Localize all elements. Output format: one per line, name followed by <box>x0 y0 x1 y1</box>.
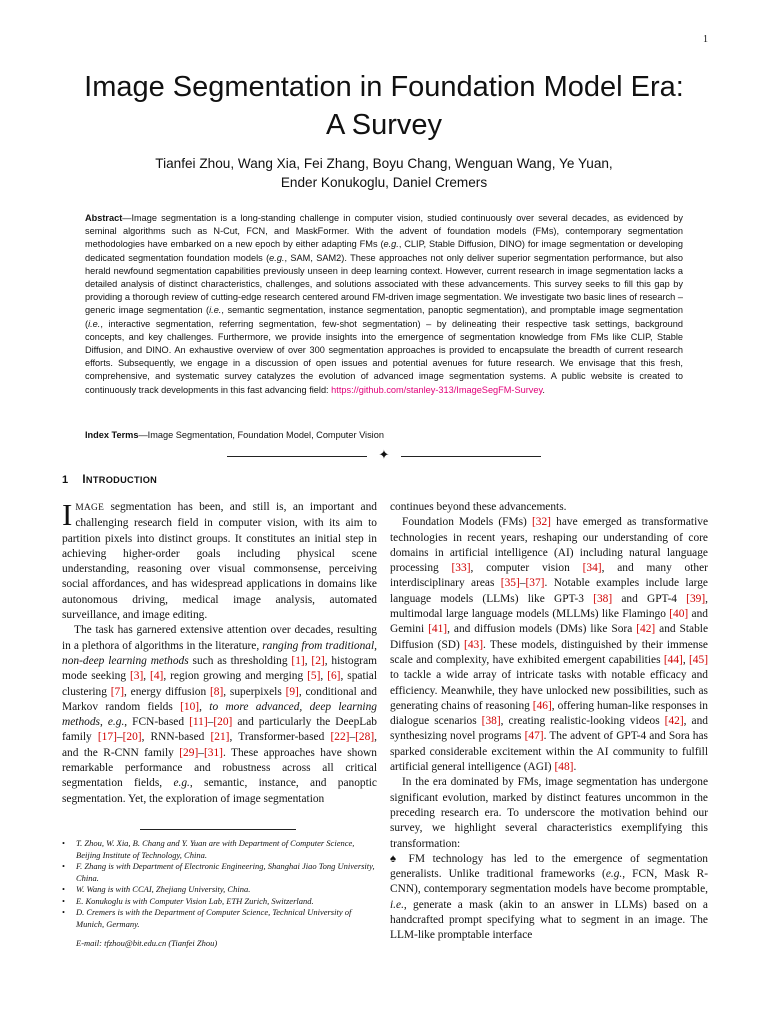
citation-link[interactable]: [17] <box>97 731 117 744</box>
citation-link[interactable]: [38] <box>593 592 613 605</box>
citation-link[interactable]: [45] <box>689 653 708 666</box>
citation-link[interactable]: [22] <box>330 731 350 744</box>
citation-link[interactable]: [3] <box>129 670 144 683</box>
citation-link[interactable]: [2] <box>311 654 325 667</box>
footnote-rule <box>140 829 296 830</box>
author-line-2: Ender Konukoglu, Daniel Cremers <box>280 175 488 190</box>
affiliation-item: • D. Cremers is with the Department of Computer Science, Technical University of Munich, Germany. <box>62 907 377 930</box>
project-website-link[interactable]: https://github.com/stanley-313/ImageSegFM-Survey <box>331 384 543 395</box>
right-paragraph-fm-era: In the era dominated by FMs, image segmentation has undergone significant evolution, marked by distinct features uncommon in the preceding research era. To underscore the motivation behind our survey, we highlight several characteristics exemplifying this transformation: <box>390 776 708 850</box>
author-list <box>60 154 708 192</box>
citation-link[interactable]: [28] <box>355 731 375 744</box>
spade-icon: ♠ <box>390 852 401 865</box>
citation-link[interactable]: [43] <box>464 638 484 651</box>
contact-email: E-mail: tfzhou@bit.edu.cn (Tianfei Zhou) <box>76 938 218 948</box>
paper-title <box>50 68 718 144</box>
dropcap: I <box>62 497 73 532</box>
affiliation-footnotes <box>62 838 377 950</box>
affiliation-item: • F. Zhang is with Department of Electronic Engineering, Shanghai Jiao Tong University, China. <box>62 861 377 884</box>
title-line-2: A Survey <box>325 109 443 141</box>
intro-paragraph-1: IMAGE segmentation has been, and still is, an important and challenging research field in computer vision, with its aim to partition pixels into distinct groups. It constitutes an initial step in achieving higher-order goals including physical scene understanding, reasoning over visual commonsense, perceiving social affordances, and has widespread applications in domains like autonomous driving, medical image analysis, automated surveillance, and image editing. <box>62 497 377 622</box>
citation-link[interactable]: [44] <box>663 653 683 666</box>
citation-link[interactable]: [29] <box>179 746 199 759</box>
citation-link[interactable]: [40] <box>669 608 689 621</box>
citation-link[interactable]: [6] <box>327 670 341 683</box>
citation-link[interactable]: [8] <box>209 685 224 698</box>
index-terms-text: Image Segmentation, Foundation Model, Computer Vision <box>147 430 384 440</box>
citation-link[interactable]: [47] <box>524 730 544 743</box>
citation-link[interactable]: [39] <box>686 592 706 605</box>
author-line-1: Tianfei Zhou, Wang Xia, Fei Zhang, Boyu Chang, Wenguan Wang, Ye Yuan, <box>155 156 613 171</box>
citation-link[interactable]: [42] <box>636 623 656 636</box>
left-column <box>62 497 377 807</box>
divider-line-right <box>401 456 541 457</box>
citation-link[interactable]: [48] <box>554 761 574 774</box>
citation-link[interactable]: [21] <box>210 731 230 744</box>
citation-link[interactable]: [32] <box>532 516 551 529</box>
citation-link[interactable]: [42] <box>664 715 684 728</box>
divider-star-icon: ✦ <box>378 448 390 463</box>
citation-link[interactable]: [33] <box>451 562 471 575</box>
citation-link[interactable]: [38] <box>481 715 501 728</box>
citation-link[interactable]: [11] <box>189 716 208 729</box>
title-line-1: Image Segmentation in Foundation Model Era: <box>84 71 684 103</box>
affiliation-item: • W. Wang is with CCAI, Zhejiang University, China. <box>62 884 377 896</box>
citation-link[interactable]: [5] <box>307 670 321 683</box>
citation-link[interactable]: [1] <box>291 654 305 667</box>
index-terms-label: Index Terms <box>85 430 139 440</box>
right-column <box>390 500 708 944</box>
divider-line-left <box>227 456 367 457</box>
citation-link[interactable]: [46] <box>532 699 552 712</box>
section-number: 1 <box>62 474 69 486</box>
affiliation-item: • T. Zhou, W. Xia, B. Chang and Y. Yuan are with Department of Computer Science, Beijing Institute of Technology, China. <box>62 838 377 861</box>
page-number: 1 <box>703 34 708 45</box>
citation-link[interactable]: [20] <box>213 716 233 729</box>
citation-link[interactable]: [41] <box>428 623 448 636</box>
citation-link[interactable]: [37] <box>525 577 545 590</box>
intro-paragraph-2: The task has garnered extensive attention over decades, resulting in a plethora of algorithms in the literature, ranging from traditional, non-deep learning methods such as thresholding [1], [2], histogram mode seeking [3], [4], region growing and merging [5], [6], spatial clustering [7], energy diffusion [8], superpixels [9], conditional and Markov random fields [10], to more advanced, deep learning methods, e.g., FCN-based [11]–[20] and particularly the DeepLab family [17]–[20], RNN-based [21], Transformer-based [22]–[28], and the R-CNN family [29]–[31]. These approaches have shown remarkable performance and robustness across all critical segmentation fields, e.g., semantic, instance, and panoptic segmentation. Yet, the exploration of image segmentation <box>62 624 377 805</box>
section-heading-introduction: 1 INTRODUCTION <box>62 474 158 486</box>
citation-link[interactable]: [20] <box>122 731 142 744</box>
right-paragraph-continuation: continues beyond these advancements. <box>390 501 567 513</box>
right-paragraph-foundation-models: Foundation Models (FMs) [32] have emerged as transformative technologies in recent years, reshaping our understanding of core domains in artificial intelligence (AI) including natural language processing [33], computer vision [34], and many other interdisciplinary areas [35]–[37]. Notable examples include large language models (LLMs) like GPT-3 [38] and GPT-4 [39], multimodal large language models (MLLMs) like Flamingo [40] and Gemini [41], and diffusion models (DMs) like Sora [42] and Stable Diffusion (SD) [43]. These models, distinguished by their immense scale and complexity, have exhibited emergent capabilities [44], [45] to tackle a wide array of intricate tasks with notable efficacy and efficiency. Meanwhile, they have unlocked new possibilities, such as generating chains of reasoning [46], offering human-like responses in dialogue scenarios [38], creating realistic-looking videos [42], and synthesizing novel programs [47]. The advent of GPT-4 and Sora has sparked considerable excitement within the AI community to fulfill artificial general intelligence (AGI) [48]. <box>390 516 709 774</box>
citation-link[interactable]: [4] <box>150 670 164 683</box>
section-divider <box>227 449 541 463</box>
citation-link[interactable]: [9] <box>285 685 299 698</box>
citation-link[interactable]: [10] <box>180 700 200 713</box>
index-terms: Index Terms—Image Segmentation, Foundation Model, Computer Vision <box>85 430 384 440</box>
affiliation-list <box>62 838 377 930</box>
citation-link[interactable]: [35] <box>500 577 520 590</box>
right-paragraph-characteristic-1: ♠ FM technology has led to the emergence of segmentation generalists. Unlike traditional frameworks (e.g., FCN, Mask R-CNN), contemporary segmentation models have become promptable, i.e., generate a mask (akin to an answer in LLMs) based on a handcrafted prompt specifying what to segment in an image. The LLM-like promptable interface <box>390 852 708 942</box>
citation-link[interactable]: [7] <box>110 685 125 698</box>
abstract: Abstract—Image segmentation is a long-standing challenge in computer vision, studied continuously over several decades, as evidenced by seminal algorithms such as N-Cut, FCN, and MaskFormer. With the advent of foundation models (FMs), contemporary segmentation methodologies have embarked on a new epoch by either adapting FMs (e.g., CLIP, Stable Diffusion, DINO) for image segmentation or developing dedicated segmentation foundation models (e.g., SAM, SAM2). These approaches not only deliver superior segmentation performance, but also herald newfound segmentation capabilities previously unseen in deep learning context. However, current research in image segmentation lacks a detailed analysis of distinct characteristics, challenges, and solutions associated with these advancements. This survey seeks to fill this gap by providing a thorough review of cutting-edge research centered around FM-driven image segmentation. We investigate two basic lines of research – generic image segmentation (i.e., semantic segmentation, instance segmentation, panoptic segmentation), and promptable image segmentation (i.e., interactive segmentation, referring segmentation, few-shot segmentation) – by delineating their respective task settings, background concepts, and key challenges. Furthermore, we provide insights into the emergence of segmentation knowledge from FMs like CLIP, Stable Diffusion, and DINO. An exhaustive overview of over 300 segmentation approaches is provided to encapsulate the breadth of current research efforts. Subsequently, we engage in a discussion of open issues and potential avenues for future research. We envisage that this fresh, comprehensive, and systematic survey catalyzes the evolution of advanced image segmentation systems. A public website is created to continuously track developments in this fast advancing field: https://github.com/stanley-313/ImageSegFM-Survey. <box>85 213 684 395</box>
affiliation-item: • E. Konukoglu is with Computer Vision Lab, ETH Zurich, Switzerland. <box>62 896 377 908</box>
citation-link[interactable]: [31] <box>203 746 223 759</box>
citation-link[interactable]: [34] <box>582 562 602 575</box>
abstract-label: Abstract <box>85 213 123 223</box>
